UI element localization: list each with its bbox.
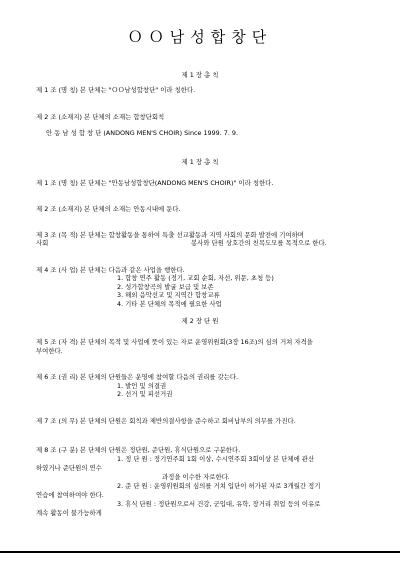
list-item: 1. 발언 및 의결권 xyxy=(117,382,167,390)
article-7-duty: 제 7 조 (의 무) 본 단체의 단원은 회칙과 제반의결사항을 준수하고 회비납부의 의무를 가진다. xyxy=(36,417,296,425)
article-3-purpose: 제 3 조 (목 적) 본 단체는 합창활동을 통하여 특출 선교활동과 지역 사회의 문화 발전에 기여하며 xyxy=(36,231,304,239)
article-2-location: 제 2 조 (소재지) 본 단체의 소재는 안동시내에 둔다. xyxy=(36,205,181,213)
list-item: 2. 성가합창곡의 발굴 보급 및 보존 xyxy=(117,283,214,291)
list-item-cont: 계속 활동이 불가능하게 xyxy=(36,509,102,517)
article-5-qualification: 제 5 조 (자 격) 본 단체의 목적 및 사업에 뜻이 있는 자로 운영위원회(3장 16조)의 심의 거쳐 자격을 xyxy=(36,338,313,346)
article-4-projects: 제 4 조 (사 업) 본 단체는 다음과 같은 사업을 행한다. xyxy=(36,266,185,274)
article-3-purpose-cont: 봉사와 단원 상호간의 친목도모를 목적으로 한다. xyxy=(191,239,327,247)
article-1-name: 제 1 조 (명 칭) 본 단체는 "안동남성합창단(ANDONG MEN'S CHOIR)" 이라 칭한다. xyxy=(36,179,274,187)
article-8-classification: 제 8 조 (구 분) 본 단체의 단원은 정단원, 준단원, 휴식단원으로 구분한다. xyxy=(36,446,241,454)
list-item: 4. 기타 본 단체의 목적에 필요한 사업 xyxy=(117,300,222,308)
chapter-heading: 제 1 장 총 칙 xyxy=(181,158,219,166)
article-2-location: 제 2 조 (소재지) 본 단체의 소재는 합창단회칙 xyxy=(36,113,165,121)
article-1-name: 제 1 조 (명 칭) 본 단체는 "ＯＯ남성합창단" 이라 칭한다. xyxy=(36,86,196,94)
list-item: 3. 휴식 단원 : 정단원으로서 건강, 군입대, 유학, 장거리 취업 등의 이유로 xyxy=(117,500,321,508)
list-item: 3. 해외 음악선교 및 지역간 합창교류 xyxy=(117,291,220,299)
page-bottom-rule xyxy=(0,551,400,553)
list-item: 2. 준 단 원 : 운영위원회의 심의를 거쳐 입단이 허가된 자로 3개월간 정기 xyxy=(117,482,321,490)
list-item: 1. 합창 연주 활동 (정기, 교회 순회, 자선, 위문, 초청 등) xyxy=(117,274,274,282)
chapter-heading: 제 1 장 총 칙 xyxy=(181,71,219,79)
article-6-rights: 제 6 조 (권 리) 본 단체의 단원들은 운영에 참여할 다음의 권리를 갖는다. xyxy=(36,373,239,381)
list-item-cont: 연습에 참여하여야 한다. xyxy=(36,491,104,499)
chapter-heading: 제 2 장 단 원 xyxy=(181,317,219,325)
list-item-cont: 과정을 이수한 자로한다. xyxy=(162,473,230,481)
article-5-qualification-cont: 부여한다. xyxy=(36,347,63,355)
list-item-cont: 하였거나 준단원의 연수 xyxy=(36,464,102,472)
list-item: 1. 정 단 원 : 정기연주회 1회 이상, 수시연주회 3회이상 본 단체에 관산 xyxy=(117,455,315,463)
list-item: 2. 선거 및 피선거권 xyxy=(117,390,173,398)
article-3-purpose-cont: 사회 xyxy=(36,239,49,247)
choir-founding-line: 안 동 남 성 합 창 단 (ANDONG MEN'S CHOIR) Since 1999. 7. 9. xyxy=(46,129,239,137)
document-title: ＯＯ남성합창단 xyxy=(127,28,273,46)
